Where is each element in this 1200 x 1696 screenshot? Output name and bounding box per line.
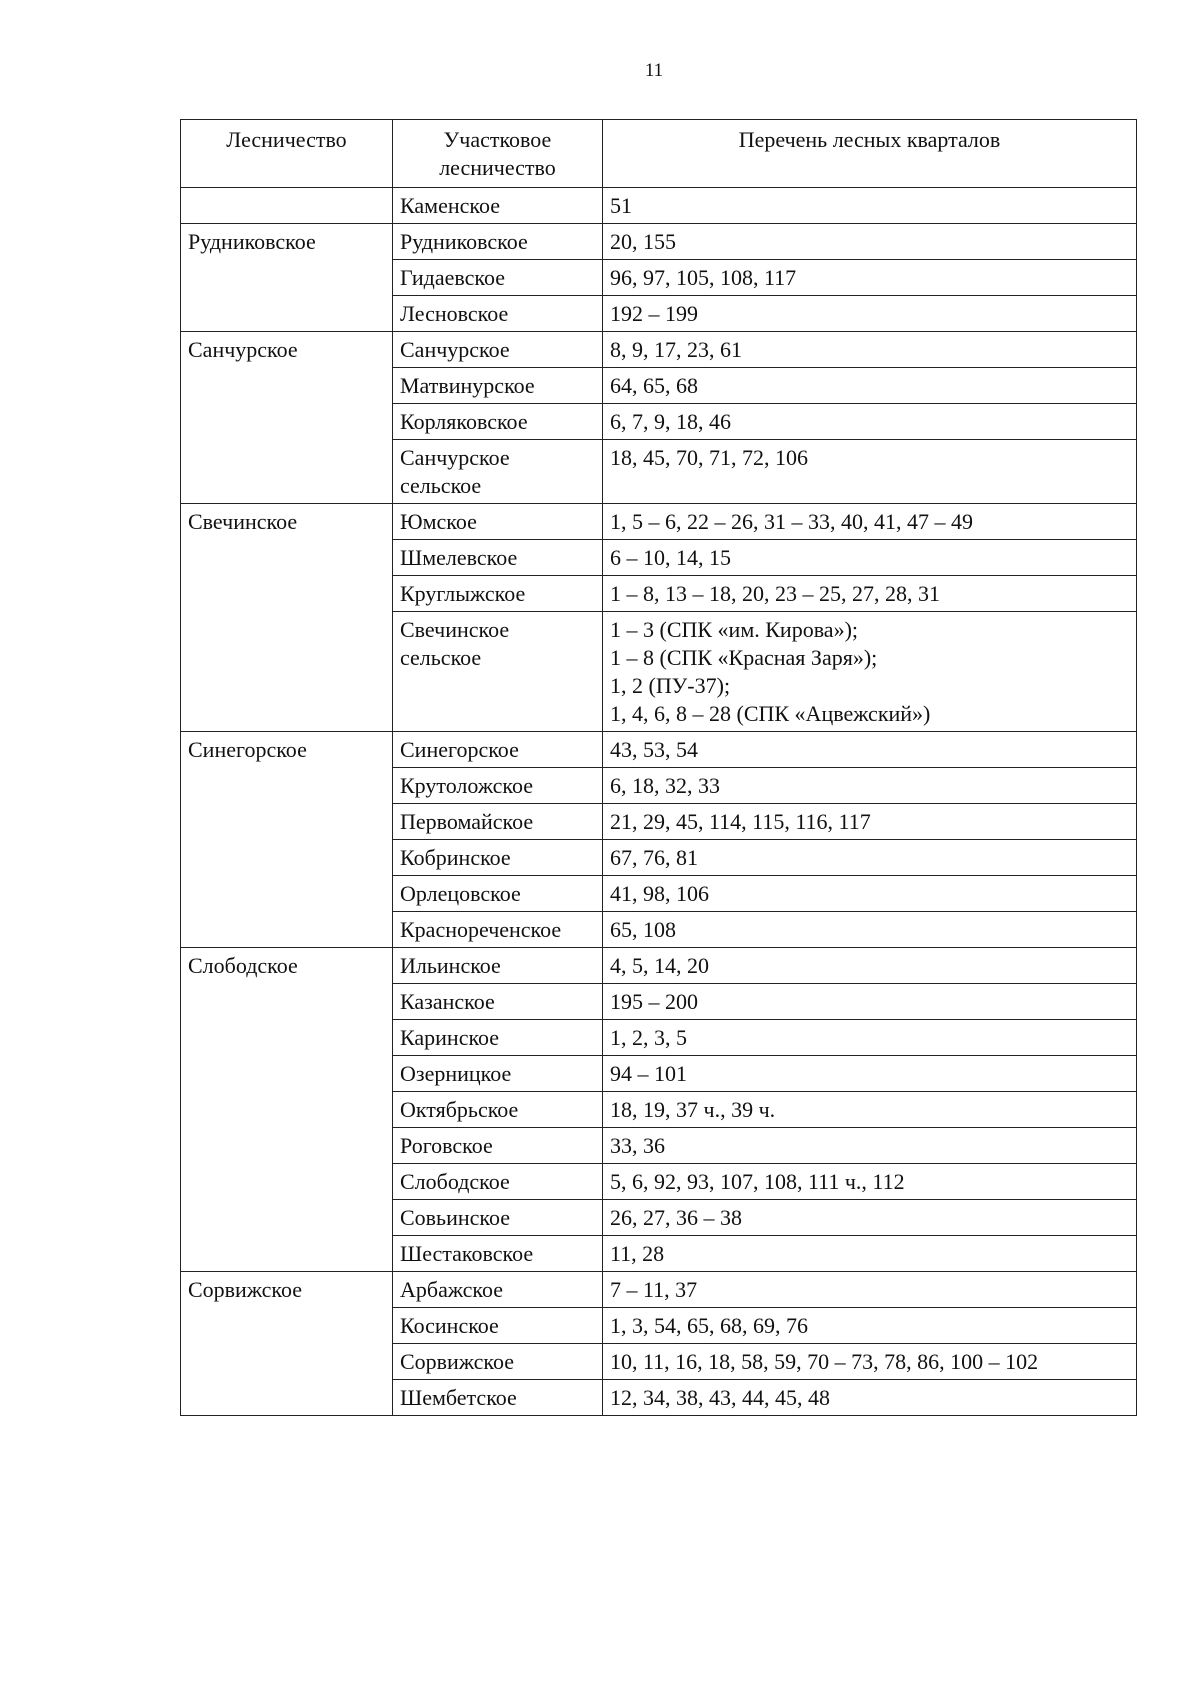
district-forestry-cell: Санчурское xyxy=(393,332,603,368)
quarters-line: 43, 53, 54 xyxy=(610,737,698,762)
quarters-line: 18, 19, 37 ч., 39 ч. xyxy=(610,1097,776,1122)
header-district-forestry: Участковое лесничество xyxy=(393,120,603,188)
quarters-line: 1, 4, 6, 8 – 28 (СПК «Ацвежский») xyxy=(610,701,931,726)
quarters-cell xyxy=(603,1236,1137,1272)
quarters-cell xyxy=(603,1020,1137,1056)
quarters-cell xyxy=(603,404,1137,440)
quarters-line: 1, 2, 3, 5 xyxy=(610,1025,687,1050)
quarters-cell xyxy=(603,332,1137,368)
quarters-cell xyxy=(603,260,1137,296)
district-forestry-cell: Шестаковское xyxy=(393,1236,603,1272)
district-forestry-cell: Арбажское xyxy=(393,1272,603,1308)
table-row xyxy=(181,332,1137,368)
quarters-cell xyxy=(603,576,1137,612)
quarters-line: 6 – 10, 14, 15 xyxy=(610,545,731,570)
quarters-cell xyxy=(603,296,1137,332)
district-forestry-cell: Матвинурское xyxy=(393,368,603,404)
forestry-cell: Свечинское xyxy=(181,504,393,732)
quarters-cell xyxy=(603,984,1137,1020)
table-row xyxy=(181,504,1137,540)
quarters-cell xyxy=(603,1056,1137,1092)
quarters-cell xyxy=(603,1380,1137,1416)
quarters-line: 4, 5, 14, 20 xyxy=(610,953,709,978)
quarters-cell xyxy=(603,224,1137,260)
district-forestry-cell: Юмское xyxy=(393,504,603,540)
quarters-line: 11, 28 xyxy=(610,1241,665,1266)
district-forestry-cell: Корляковское xyxy=(393,404,603,440)
quarters-cell xyxy=(603,1344,1137,1380)
quarters-line: 12, 34, 38, 43, 44, 45, 48 xyxy=(610,1385,830,1410)
quarters-line: 21, 29, 45, 114, 115, 116, 117 xyxy=(610,809,871,834)
district-forestry-cell: Свечинское сельское xyxy=(393,612,603,732)
quarters-line: 1, 5 – 6, 22 – 26, 31 – 33, 40, 41, 47 – 49 xyxy=(610,509,973,534)
quarters-line: 64, 65, 68 xyxy=(610,373,698,398)
table-row xyxy=(181,188,1137,224)
district-forestry-cell: Сорвижское xyxy=(393,1344,603,1380)
quarters-line: 96, 97, 105, 108, 117 xyxy=(610,265,797,290)
district-forestry-cell: Кобринское xyxy=(393,840,603,876)
forestry-cell xyxy=(181,188,393,224)
district-forestry-cell: Орлецовское xyxy=(393,876,603,912)
quarters-cell xyxy=(603,1128,1137,1164)
quarters-line: 51 xyxy=(610,193,632,218)
quarters-cell xyxy=(603,876,1137,912)
district-forestry-cell: Краснореченское xyxy=(393,912,603,948)
quarters-cell xyxy=(603,188,1137,224)
district-forestry-cell: Косинское xyxy=(393,1308,603,1344)
quarters-cell xyxy=(603,440,1137,504)
quarters-line: 192 – 199 xyxy=(610,301,698,326)
district-forestry-cell: Санчурское сельское xyxy=(393,440,603,504)
quarters-cell xyxy=(603,1164,1137,1200)
quarters-line: 1, 2 (ПУ-37); xyxy=(610,673,731,698)
forestry-cell: Санчурское xyxy=(181,332,393,504)
table-body xyxy=(181,188,1137,1416)
table-row xyxy=(181,948,1137,984)
table-row xyxy=(181,1272,1137,1308)
quarters-cell xyxy=(603,368,1137,404)
district-forestry-cell: Каменское xyxy=(393,188,603,224)
district-forestry-cell: Ильинское xyxy=(393,948,603,984)
forest-quarters-table xyxy=(180,119,1137,1416)
quarters-cell xyxy=(603,1272,1137,1308)
district-forestry-cell: Роговское xyxy=(393,1128,603,1164)
quarters-line: 1, 3, 54, 65, 68, 69, 76 xyxy=(610,1313,808,1338)
quarters-line: 1 – 8, 13 – 18, 20, 23 – 25, 27, 28, 31 xyxy=(610,581,940,606)
quarters-cell xyxy=(603,540,1137,576)
quarters-cell xyxy=(603,612,1137,732)
district-forestry-cell: Синегорское xyxy=(393,732,603,768)
quarters-cell xyxy=(603,1308,1137,1344)
quarters-line: 26, 27, 36 – 38 xyxy=(610,1205,742,1230)
district-forestry-cell: Казанское xyxy=(393,984,603,1020)
district-forestry-cell: Шембетское xyxy=(393,1380,603,1416)
quarters-line: 8, 9, 17, 23, 61 xyxy=(610,337,742,362)
forestry-cell: Рудниковское xyxy=(181,224,393,332)
quarters-cell xyxy=(603,912,1137,948)
district-forestry-cell: Гидаевское xyxy=(393,260,603,296)
quarters-cell xyxy=(603,504,1137,540)
quarters-line: 1 – 3 (СПК «им. Кирова»); xyxy=(610,617,859,642)
quarters-cell xyxy=(603,948,1137,984)
quarters-line: 94 – 101 xyxy=(610,1061,687,1086)
table-row xyxy=(181,732,1137,768)
district-forestry-cell: Шмелевское xyxy=(393,540,603,576)
header-quarters-list: Перечень лесных кварталов xyxy=(603,120,1137,188)
forestry-cell: Слободское xyxy=(181,948,393,1272)
page-number: 11 xyxy=(644,60,664,81)
quarters-line: 7 – 11, 37 xyxy=(610,1277,698,1302)
quarters-cell xyxy=(603,840,1137,876)
quarters-cell xyxy=(603,732,1137,768)
quarters-line: 18, 45, 70, 71, 72, 106 xyxy=(610,445,808,470)
quarters-cell xyxy=(603,1200,1137,1236)
quarters-cell xyxy=(603,768,1137,804)
table-row xyxy=(181,224,1137,260)
quarters-line: 6, 18, 32, 33 xyxy=(610,773,720,798)
district-forestry-cell: Лесновское xyxy=(393,296,603,332)
district-forestry-cell: Каринское xyxy=(393,1020,603,1056)
district-forestry-cell: Первомайское xyxy=(393,804,603,840)
district-forestry-cell: Слободское xyxy=(393,1164,603,1200)
quarters-line: 33, 36 xyxy=(610,1133,665,1158)
table-header-row xyxy=(181,120,1137,188)
forestry-cell: Синегорское xyxy=(181,732,393,948)
quarters-cell xyxy=(603,804,1137,840)
quarters-line: 65, 108 xyxy=(610,917,676,942)
district-forestry-cell: Крутоложское xyxy=(393,768,603,804)
quarters-line: 10, 11, 16, 18, 58, 59, 70 – 73, 78, 86, 100 – 102 xyxy=(610,1349,1039,1374)
district-forestry-cell: Рудниковское xyxy=(393,224,603,260)
quarters-line: 41, 98, 106 xyxy=(610,881,709,906)
forestry-cell: Сорвижское xyxy=(181,1272,393,1416)
header-forestry: Лесничество xyxy=(181,120,393,188)
district-forestry-cell: Круглыжское xyxy=(393,576,603,612)
district-forestry-cell: Октябрьское xyxy=(393,1092,603,1128)
quarters-line: 5, 6, 92, 93, 107, 108, 111 ч., 112 xyxy=(610,1169,905,1194)
quarters-line: 67, 76, 81 xyxy=(610,845,698,870)
quarters-line: 195 – 200 xyxy=(610,989,698,1014)
quarters-line: 20, 155 xyxy=(610,229,676,254)
quarters-line: 1 – 8 (СПК «Красная Заря»); xyxy=(610,645,878,670)
district-forestry-cell: Совьинское xyxy=(393,1200,603,1236)
quarters-cell xyxy=(603,1092,1137,1128)
quarters-line: 6, 7, 9, 18, 46 xyxy=(610,409,731,434)
district-forestry-cell: Озерницкое xyxy=(393,1056,603,1092)
